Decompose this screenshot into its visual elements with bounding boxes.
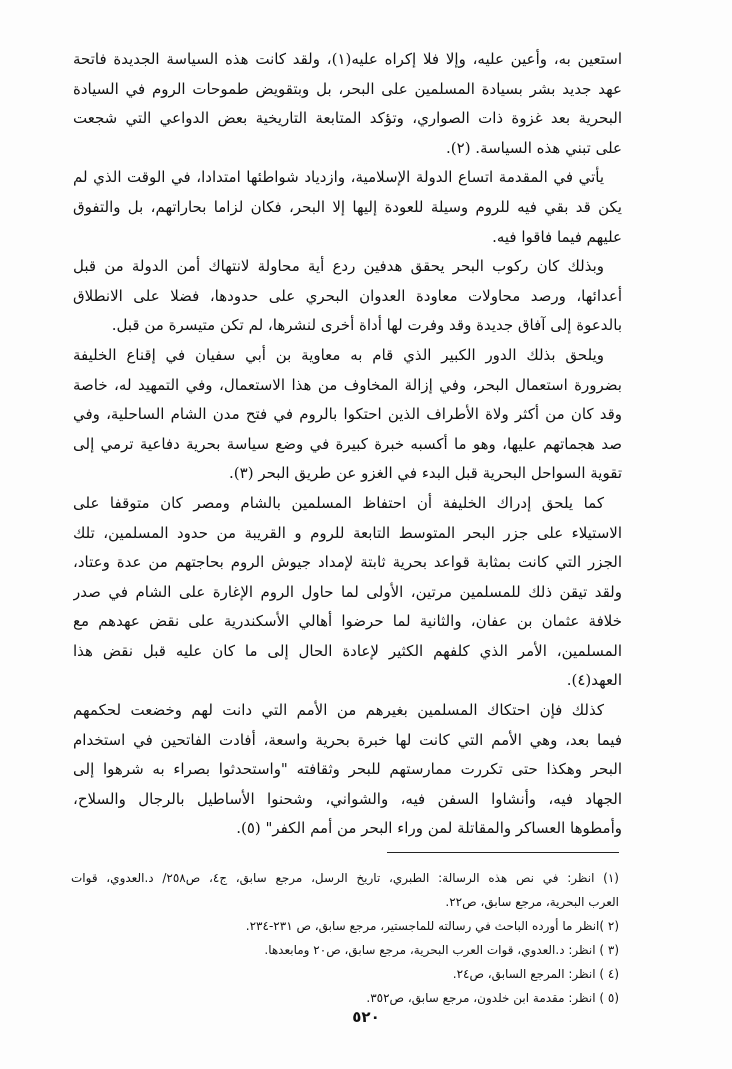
text-line: الاستيلاء على جزر البحر المتوسط التابعة للروم و القريبة من حدود المسلمين، تلك [73,523,622,542]
text-line: كذلك فإن احتكاك المسلمين بغيرهم من الأمم التي دانت لهم وخضعت لحكمهم [73,701,604,720]
text-line: العهد(٤). [566,671,622,690]
text-line: الجزر التي كانت بمثابة قواعد بحرية ثابتة لإمداد جيوش الروم بحاجتهم من عدة وعتاد، [73,553,622,572]
text-line: استعين به، وأعين عليه، وإلا فلا إكراه عليه(١)، ولقد كانت هذه السياسة الجديدة فاتحة [73,50,622,68]
text-line: كما يلحق إدراك الخليفة أن احتفاظ المسلمين بالشام ومصر كان متوقفا على [73,493,604,512]
body-text [73,45,622,844]
text-line: عليهم فيما فاقوا فيه. [492,227,622,246]
text-line: بالدعوة إلى آفاق جديدة وقد وفرت لها أداة أخرى لنشرها، لم تكن متيسرة من قبل. [111,316,622,335]
footnote-line: (١) انظر: في نص هذه الرسالة: الطبري، تاريخ الرسل، مرجع سابق، ج٤، ص٢٥٨/ د.العدوي، قوات [71,871,619,885]
text-line: البحر وهكذا حتى تكررت ممارستهم للبحر وثقافته "واستحدثوا بصراء به شرهوا إلى [73,760,622,779]
footnote-line: (٥ ) انظر: مقدمة ابن خلدون، مرجع سابق، ص٣٥٢. [366,991,619,1005]
text-line: يأتي في المقدمة اتساع الدولة الإسلامية، وازدياد شواطئها امتدادا، في الوقت الذي لم [73,168,604,187]
paragraph [73,45,622,163]
text-line: ويلحق بذلك الدور الكبير الذي قام به معاوية بن أبي سفيان في إقناع الخليفة [73,345,604,364]
text-line: ولقد تيقن ذلك للمسلمين مرتين، الأولى لما حاول الروم الإغارة على الشام في صدر [73,582,622,601]
text-line: بضرورة استعمال البحر، وفي إزالة المخاوف من هذا الاستعمال، وفي التمهيد له، خاصة [73,375,622,394]
footnotes [71,866,619,1010]
text-line: فيما بعد، وهي الأمم التي كانت لها خبرة بحرية واسعة، أفادت الفاتحين في استخدام [73,730,622,749]
paragraph [73,489,622,696]
text-line: خلافة عثمان بن عفان، والثانية لما حرضوا أهالي الأسكندرية على نقض عهدهم مع [73,612,622,631]
text-line: صد هجماتهم عليها، وهو ما أكسبه خبرة كبيرة في وضع سياسة بحرية دفاعية ترمي إلى [73,434,622,453]
text-line: عهد جديد بشر بسيادة المسلمين على البحر، بل وبتقويض طموحات الروم في السيادة [73,79,622,98]
text-line: وأمطوها العساكر والمقاتلة لمن وراء البحر من أمم الكفر" (٥). [236,819,622,838]
text-line: وبذلك كان ركوب البحر يحقق هدفين ردع أية محاولة لانتهاك أمن الدولة من قبل [73,257,604,276]
text-line: تقوية السواحل البحرية قبل البدء في الغزو عن طريق البحر (٣). [229,464,622,483]
paragraph [73,163,622,252]
footnote-line: العرب البحرية، مرجع سابق، ص٢٢. [445,895,619,909]
text-line: أعدائها، ورصد محاولات معاودة العدوان البحري على حدودها، فضلا على الانطلاق [73,286,622,305]
page-number: ٥٢٠ [352,1008,380,1026]
footnote-line: (٤ ) انظر: المرجع السابق، ص٢٤. [452,967,619,981]
text-line: يكن قد بقي فيه للروم وسيلة للعودة إليها إلا البحر، فكان لزاما بحاراتهم، بل والتفوق [73,197,622,216]
text-line: على تبني هذه السياسة. (٢). [446,138,622,157]
text-line: وقد كان من أكثر ولاة الأطراف الذين احتكوا بالروم في فتح مدن الشام الساحلية، وفي [73,405,622,424]
paragraph [73,696,622,844]
footnote-line: (٣ ) انظر: د.العدوي، قوات العرب البحرية، مرجع سابق، ص٢٠ ومابعدها. [264,943,619,957]
text-line: الجهاد فيه، وأنشاوا السفن فيه، والشواني، وشحنوا الأساطيل بالرجال والسلاح، [73,789,622,808]
text-line: البحرية بعد غزوة ذات الصواري، وتؤكد المتابعة التاريخية بعض الدواعي التي شجعت [73,109,622,128]
text-line: المسلمين، الأمر الذي كلفهم الكثير لإعادة الحال إلى ما كان عليه قبل نقض هذا [73,641,622,660]
footnote-line: (٢ )انظر ما أورده الباحث في رسالته للماجستير، مرجع سابق، ص ٢٣١-٢٣٤. [245,919,619,933]
footnote-separator [387,852,619,853]
paragraph [73,252,622,341]
paragraph [73,341,622,489]
